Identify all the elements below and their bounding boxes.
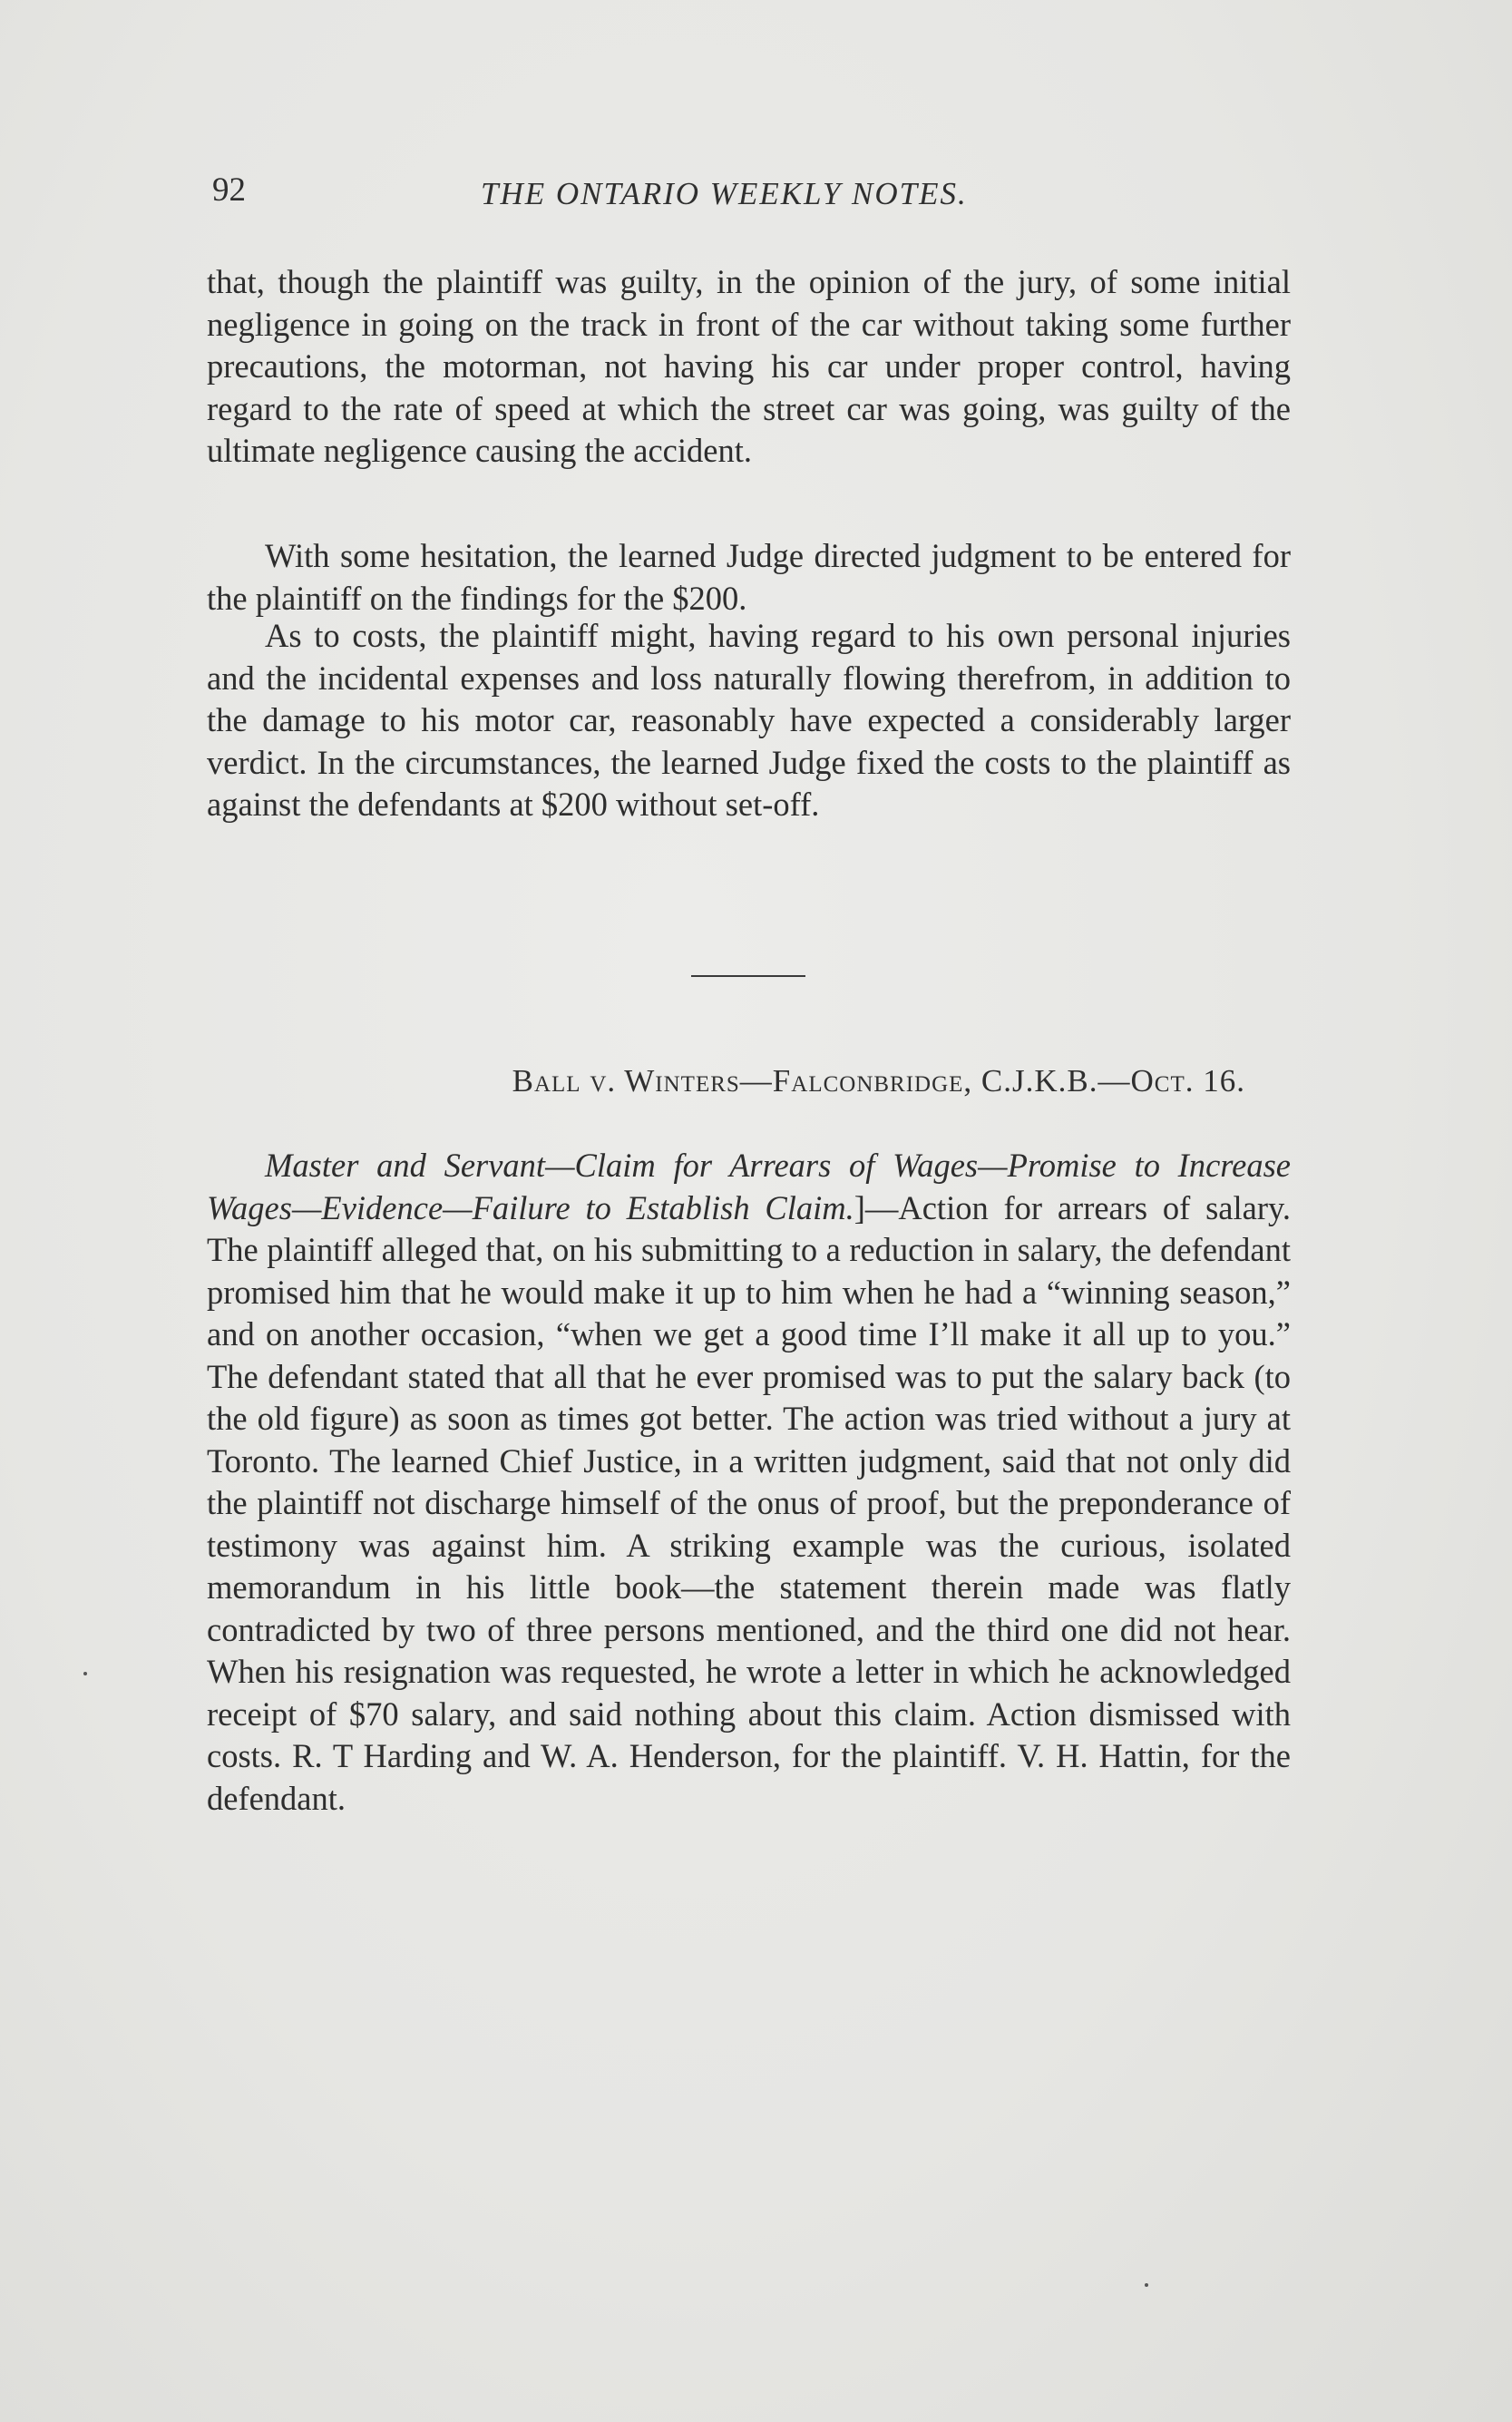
section-divider <box>691 975 805 977</box>
heading-dash: — <box>739 1063 773 1099</box>
running-head <box>209 171 1288 216</box>
paragraph-continuation <box>207 261 1291 473</box>
case-headnote: Master and Servant—Claim for Arrears of Wages—Promise to Increase Wages—Evidence—Failure to Establish Claim. <box>207 1147 1291 1226</box>
paragraph-costs <box>207 615 1291 826</box>
paragraph-text: With some hesitation, the learned Judge directed judgment to be entered for the plaintiff on the findings for the $200. <box>207 537 1291 617</box>
case-report-text <box>207 1145 1291 1820</box>
case-heading <box>207 1063 1291 1099</box>
ink-speck <box>1145 2283 1148 2287</box>
page-number: 92 <box>212 171 246 209</box>
paragraph-text: As to costs, the plaintiff might, having regard to his own personal injuries and the incidental expenses and loss naturally flowing therefrom, in addition to the damage to his motor car, reasonably have expected a considerably larger verdict. In the circumstances, the learned Judge fixed the costs to the plaintiff as against the defendants at $200 without set-off. <box>207 617 1291 823</box>
paragraph-text: that, though the plaintiff was guilty, in the opinion of the jury, of some initial negligence in going on the track in front of the car without taking some further precautions, the motorman, not having his car under proper control, having regard to the rate of speed at which the street car was going, was guilty of the ultimate negligence causing the accident. <box>207 263 1291 469</box>
case-date: Oct. 16. <box>1130 1063 1245 1099</box>
case-body: ]—Action for arrears of salary. The plaintiff alleged that, on his submitting to a reduction in salary, the defendant promised him that he would make it up to him when he had a “winning season,” and on another occasion, “when we get a good time I’ll make it all up to you.” The defendant stated that all that he ever promised was to put the salary back (to the old figure) as soon as times got better. The action was tried without a jury at Toronto. The learned Chief Justice, in a written judgment, said that not only did the plaintiff not discharge himself of the onus of proof, but the preponderance of testimony was against him. A striking example was the curious, isolated memorandum in his little book—the statement therein made was flatly contradicted by two of three persons mentioned, and the third one did not hear. When his resignation was requested, he wrote a letter in which he acknowledged receipt of $70 salary, and said nothing about this claim. Action dismissed with costs. R. T Harding and W. A. Henderson, for the plaintiff. V. H. Hattin, for the defendant. <box>207 1188 1291 1817</box>
case-parties: Ball v. Winters <box>512 1063 740 1099</box>
heading-dash: — <box>1097 1063 1131 1099</box>
case-report <box>207 1145 1291 1820</box>
case-judge: Falconbridge, C.J.K.B. <box>772 1063 1098 1099</box>
paragraph-judgment <box>207 535 1291 620</box>
ink-speck <box>83 1672 87 1675</box>
journal-title: THE ONTARIO WEEKLY NOTES. <box>481 176 968 211</box>
